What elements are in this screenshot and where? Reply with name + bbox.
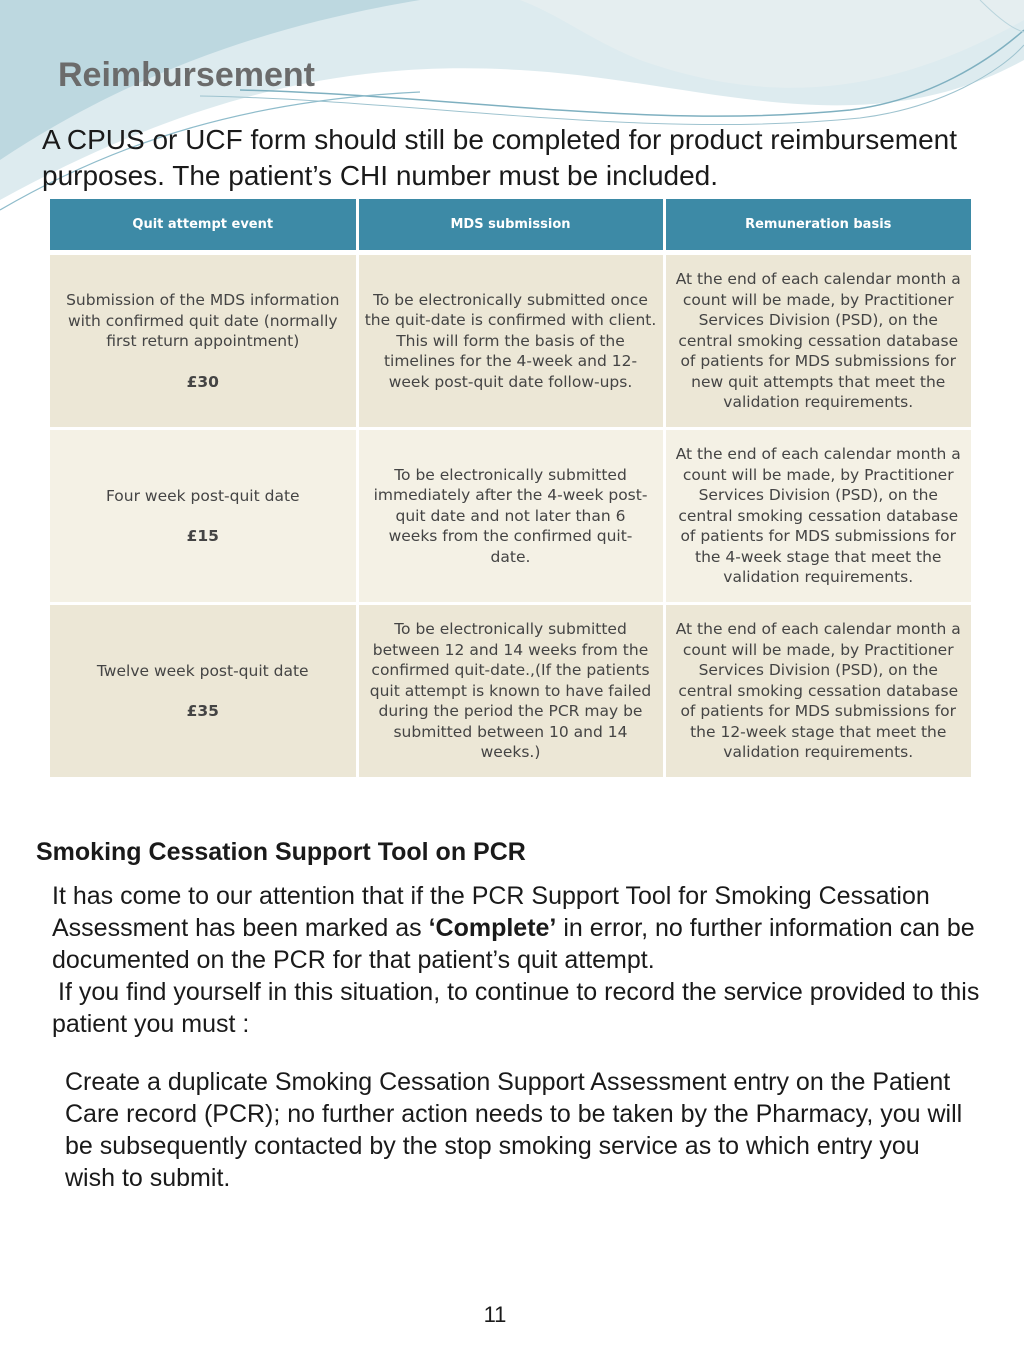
notice-text-part2: in error, no further information can be documented on the PCR for that patient’s quit attempt. [52,914,975,974]
notice-paragraph [52,880,1002,1040]
remuneration-cell: At the end of each calendar month a count will be made, by Practitioner Services Division (PSD), on the central smoking cessation database of patients for MDS submissions for the 12-week stage that meet the validation requirements. [664,604,971,779]
remuneration-cell: At the end of each calendar month a count will be made, by Practitioner Services Division (PSD), on the central smoking cessation database of patients for MDS submissions for the 4-week stage that meet the validation requirements. [664,429,971,604]
submission-cell: To be electronically submitted immediately after the 4-week post-quit date and not later than 6 weeks from the confirmed quit-date. [357,429,664,604]
event-description: Twelve week post-quit date [96,661,309,680]
section-heading: Smoking Cessation Support Tool on PCR [36,838,526,866]
complete-emphasis: ‘Complete’ [428,914,557,942]
fee-amount: £30 [186,372,219,391]
submission-cell: To be electronically submitted between 12 and 14 weeks from the confirmed quit-date.,(If the patients quit attempt is known to have failed during the period the PCR may be submitted between 10 and 14 weeks.) [357,604,664,779]
submission-cell: To be electronically submitted once the quit-date is confirmed with client. This will form the basis of the timelines for the 4-week and 12-week post-quit date follow-ups. [357,253,664,429]
header-wave-decoration [0,0,1024,230]
action-instructions: Create a duplicate Smoking Cessation Support Assessment entry on the Patient Care record (PCR); no further action needs to be taken by the Pharmacy, you will be subsequently contacted by the stop smoking service as to which entry you wish to submit. [65,1068,963,1192]
notice-text-part1: It has come to our attention that if the PCR Support Tool for Smoking Cessation Assessment has been marked as [52,882,930,942]
event-description: Submission of the MDS information with confirmed quit date (normally first return appointment) [66,291,340,350]
event-cell [50,604,357,779]
event-description: Four week post-quit date [105,486,300,505]
table-row [50,253,971,429]
table-row [50,429,971,604]
column-header-quit-attempt: Quit attempt event [50,199,357,253]
event-cell [50,429,357,604]
page-title: Reimbursement [58,56,315,94]
notice-text-part3: If you find yourself in this situation, to continue to record the service provided to this patient you must : [52,978,980,1038]
column-header-mds-submission: MDS submission [357,199,664,253]
page-number: 11 [483,1302,507,1327]
column-header-remuneration: Remuneration basis [664,199,971,253]
reimbursement-table [50,199,971,780]
fee-amount: £35 [186,702,219,720]
table-header-row [50,199,971,253]
intro-text: A CPUS or UCF form should still be completed for product reimbursement purposes. The patient’s CHI number must be included. [42,124,958,191]
event-cell [50,253,357,429]
fee-amount: £15 [186,527,219,545]
remuneration-cell: At the end of each calendar month a count will be made, by Practitioner Services Division (PSD), on the central smoking cessation database of patients for MDS submissions for new quit attempts that meet the validation requirements. [664,253,971,429]
table-row [50,604,971,779]
